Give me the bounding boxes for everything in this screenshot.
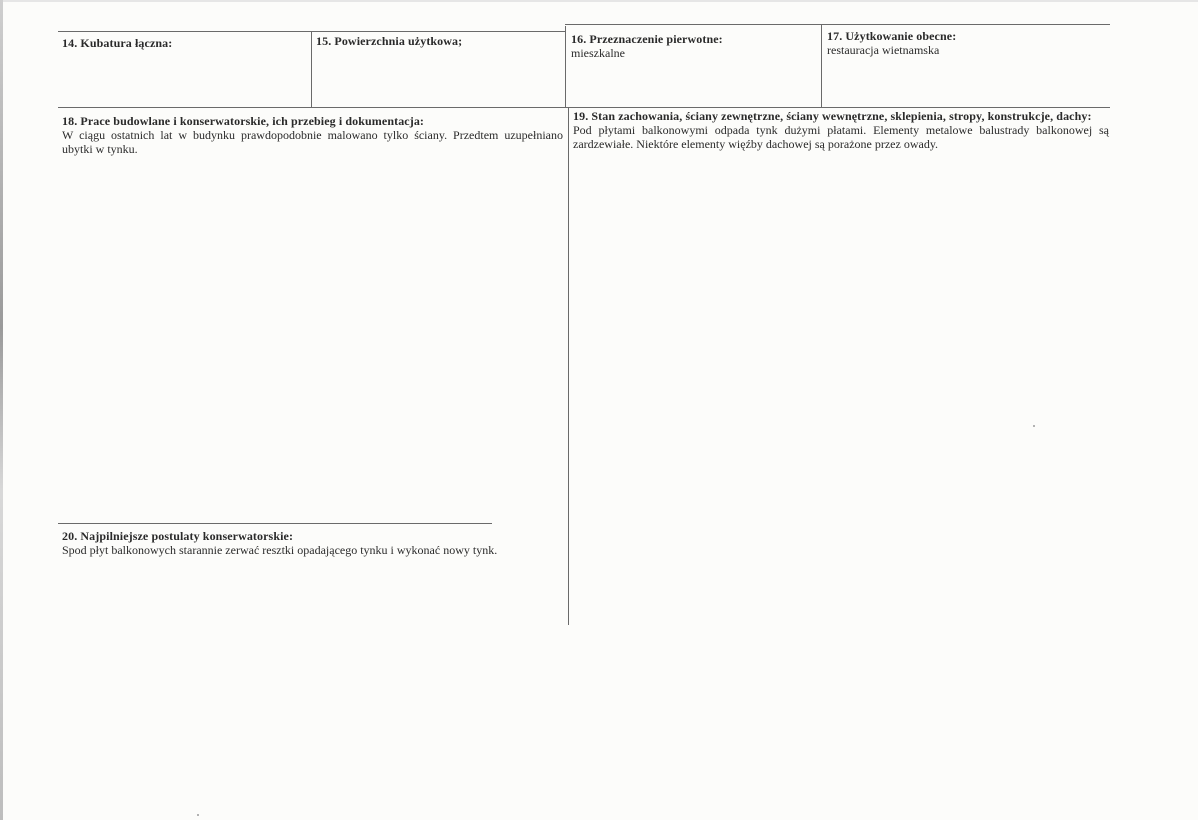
scan-speck <box>197 814 199 816</box>
field-15-label: 15. Powierzchnia użytkowa; <box>316 34 463 48</box>
row1-divider-3 <box>821 24 822 107</box>
scan-left-edge <box>0 0 3 820</box>
row2-top-line <box>58 107 1110 108</box>
main-divider <box>568 107 569 625</box>
field-20-postulaty <box>62 529 563 557</box>
field-17-label: 17. Użytkowanie obecne: <box>827 29 957 43</box>
field-19-value: Pod płytami balkonowymi odpada tynk dużymi płatami. Elementy metalowe balustrady balkonowej są zardzewiałe. Niektóre elementy więźby dachowej są porażone przez owady. <box>573 123 1109 151</box>
field-14-label: 14. Kubatura łączna: <box>62 36 173 50</box>
field-16-value: mieszkalne <box>571 46 625 60</box>
field-19-stan-zachowania <box>573 109 1109 151</box>
field-14-kubatura <box>62 36 306 50</box>
row1-top-line-right <box>565 24 1110 25</box>
field-20-label: 20. Najpilniejsze postulaty konserwatorskie: <box>62 529 294 543</box>
field-19-label: 19. Stan zachowania, ściany zewnętrzne, ściany wewnętrzne, sklepienia, stropy, konstrukcje, dachy: <box>573 109 1092 123</box>
field-18-prace-budowlane <box>62 114 563 156</box>
field-16-label: 16. Przeznaczenie pierwotne: <box>571 32 723 46</box>
field-18-value: W ciągu ostatnich lat w budynku prawdopodobnie malowano tylko ściany. Przedtem uzupełniano ubytki w tynku. <box>62 128 563 156</box>
scan-speck <box>1033 425 1035 427</box>
scan-top-edge <box>0 0 1198 2</box>
field-16-przeznaczenie <box>571 32 816 60</box>
field-17-uzytkowanie <box>827 29 1107 57</box>
row1-divider-1 <box>311 31 312 107</box>
row1-divider-2 <box>565 26 566 107</box>
field-15-powierzchnia <box>316 34 560 48</box>
field-18-label: 18. Prace budowlane i konserwatorskie, ich przebieg i dokumentacja: <box>62 114 425 128</box>
field-17-value: restauracja wietnamska <box>827 43 940 57</box>
field-20-value: Spod płyt balkonowych starannie zerwać resztki opadającego tynku i wykonać nowy tynk. <box>62 543 498 557</box>
section20-top-line <box>58 523 492 524</box>
